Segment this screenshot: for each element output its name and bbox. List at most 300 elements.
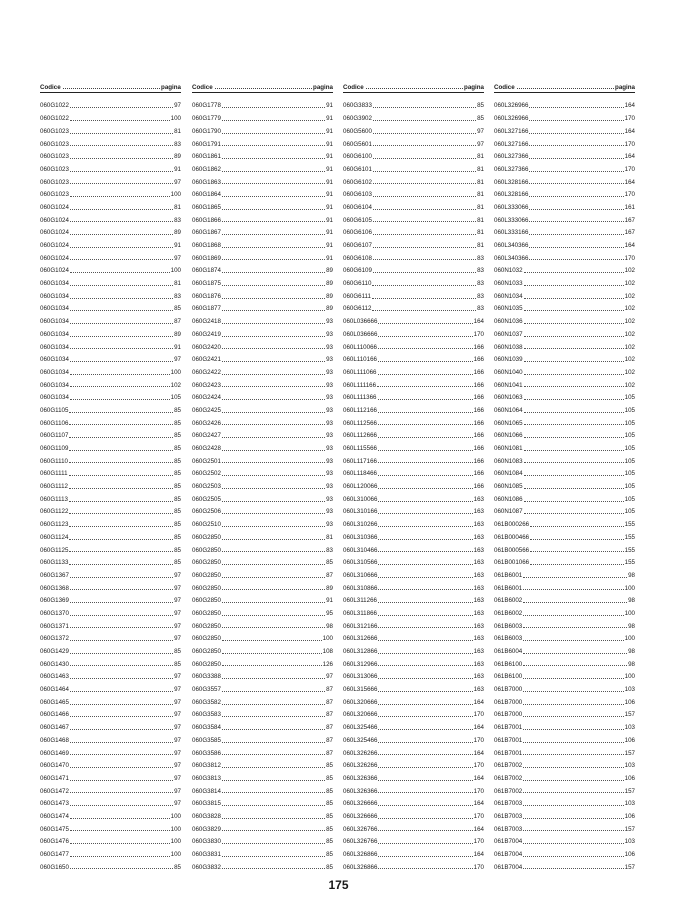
- product-code: 060G1865: [192, 203, 221, 211]
- dot-leader: [378, 462, 473, 463]
- product-code: 060G3829: [192, 825, 221, 833]
- page-reference: 83: [174, 216, 181, 224]
- index-row: [494, 135, 635, 148]
- product-code: 061B000566: [494, 546, 530, 554]
- product-code: 060L340366: [494, 254, 529, 262]
- dot-leader: [70, 348, 173, 349]
- page-reference: 97: [174, 597, 181, 605]
- index-row: [192, 554, 333, 567]
- page-reference: 91: [326, 127, 333, 135]
- page-reference: 83: [477, 267, 484, 275]
- page-reference: 105: [624, 394, 635, 402]
- dot-leader: [524, 450, 624, 451]
- index-row: [192, 744, 333, 757]
- index-row: [343, 681, 484, 694]
- dot-leader: [373, 234, 476, 235]
- index-row: [494, 719, 635, 732]
- page-reference: 89: [326, 280, 333, 288]
- product-code: 060L333166: [494, 229, 529, 237]
- product-code: 060G2850: [192, 533, 221, 541]
- product-code: 060G6105: [343, 216, 372, 224]
- index-row: [192, 782, 333, 795]
- index-row: [343, 173, 484, 186]
- product-code: 060L310366: [343, 533, 378, 541]
- product-code: 060L320666: [343, 711, 378, 719]
- index-row: [40, 478, 181, 491]
- product-code: 060G2850: [192, 648, 221, 656]
- dot-leader: [524, 323, 624, 324]
- product-code: 060G3831: [192, 851, 221, 859]
- page-reference: 105: [624, 483, 635, 491]
- page-reference: 170: [624, 115, 635, 123]
- index-row: [192, 300, 333, 313]
- dot-leader: [69, 475, 174, 476]
- page-reference: 100: [170, 812, 181, 820]
- product-code: 060G1023: [40, 165, 69, 173]
- product-code: 060L311266: [343, 597, 377, 605]
- product-code: 060L112666: [343, 432, 377, 440]
- product-code: 061B6003: [494, 635, 523, 643]
- dot-leader: [70, 640, 173, 641]
- product-code: 060G3813: [192, 774, 221, 782]
- dot-leader: [222, 767, 325, 768]
- dot-leader: [378, 818, 472, 819]
- index-row: [40, 744, 181, 757]
- index-row: [40, 605, 181, 618]
- page-reference: 170: [473, 863, 484, 871]
- page-reference: 164: [473, 698, 484, 706]
- dot-leader: [70, 107, 173, 108]
- page-reference: 89: [174, 153, 181, 161]
- index-row: [192, 668, 333, 681]
- index-row: [192, 338, 333, 351]
- page-reference: 85: [477, 102, 484, 110]
- page-reference: 103: [624, 762, 635, 770]
- product-code: 060G2501: [192, 457, 221, 465]
- dot-leader: [70, 665, 173, 666]
- dot-leader: [529, 209, 623, 210]
- page-reference: 87: [326, 724, 333, 732]
- index-row: [343, 643, 484, 656]
- page-reference: 91: [326, 597, 333, 605]
- dot-leader: [524, 412, 624, 413]
- page-reference: 81: [174, 203, 181, 211]
- product-code: 060G5600: [343, 127, 372, 135]
- index-row: [40, 706, 181, 719]
- index-row: [494, 465, 635, 478]
- page-reference: 105: [624, 457, 635, 465]
- product-code: 060G2423: [192, 381, 221, 389]
- page-reference: 85: [174, 648, 181, 656]
- index-row: [494, 338, 635, 351]
- index-row: [192, 186, 333, 199]
- index-row: [40, 617, 181, 630]
- index-row: [343, 503, 484, 516]
- product-code: 060G2510: [192, 521, 221, 529]
- page-reference: 102: [170, 381, 181, 389]
- dot-leader: [70, 691, 173, 692]
- index-row: [40, 833, 181, 846]
- page-reference: 166: [473, 368, 484, 376]
- dot-leader: [222, 462, 325, 463]
- dot-leader: [523, 678, 623, 679]
- dot-leader: [378, 348, 473, 349]
- page-number: 175: [328, 878, 349, 892]
- dot-leader: [222, 602, 325, 603]
- index-row: [494, 795, 635, 808]
- index-row: [192, 820, 333, 833]
- product-code: 060L115566: [343, 445, 377, 453]
- header-code-label: Codice: [343, 84, 364, 91]
- page-reference: 157: [624, 711, 635, 719]
- product-code: 060N1033: [494, 280, 523, 288]
- index-row: [40, 160, 181, 173]
- page-reference: 106: [624, 736, 635, 744]
- product-code: 060G3584: [192, 724, 221, 732]
- product-code: 060N1086: [494, 495, 523, 503]
- dot-leader: [523, 577, 627, 578]
- index-row: [40, 592, 181, 605]
- page-reference: 85: [174, 546, 181, 554]
- dot-leader: [222, 361, 325, 362]
- product-code: 060G1034: [40, 356, 69, 364]
- dot-leader: [70, 183, 173, 184]
- product-code: 060G1473: [40, 800, 69, 808]
- product-code: 060L326366: [343, 774, 378, 782]
- page-reference: 155: [624, 559, 635, 567]
- dot-leader: [70, 577, 173, 578]
- dot-leader: [523, 767, 623, 768]
- product-code: 060G2506: [192, 508, 221, 516]
- index-row: [494, 325, 635, 338]
- page-reference: 85: [174, 483, 181, 491]
- page-reference: 89: [326, 584, 333, 592]
- product-code: 060N1084: [494, 470, 523, 478]
- index-row: [192, 211, 333, 224]
- page-reference: 85: [174, 508, 181, 516]
- dot-leader: [222, 856, 325, 857]
- page-reference: 164: [624, 153, 635, 161]
- column-header: [343, 79, 484, 93]
- page-reference: 105: [624, 445, 635, 453]
- page-reference: 164: [624, 127, 635, 135]
- page-reference: 102: [624, 267, 635, 275]
- index-row: [40, 186, 181, 199]
- product-code: 060G1133: [40, 559, 69, 567]
- index-row: [494, 427, 635, 440]
- product-code: 060N1083: [494, 457, 523, 465]
- page-reference: 93: [326, 368, 333, 376]
- dot-leader: [222, 742, 325, 743]
- index-row: [494, 490, 635, 503]
- column-header: [494, 79, 635, 93]
- page-reference: 91: [326, 115, 333, 123]
- page-reference: 98: [628, 571, 635, 579]
- index-row: [343, 122, 484, 135]
- index-row: [192, 503, 333, 516]
- product-code: 060G2850: [192, 571, 221, 579]
- product-code: 061B7001: [494, 749, 523, 757]
- dot-leader: [69, 412, 173, 413]
- page-reference: 100: [624, 673, 635, 681]
- product-code: 060G3583: [192, 711, 221, 719]
- product-code: 060G1778: [192, 102, 221, 110]
- page-reference: 83: [326, 546, 333, 554]
- dot-leader: [70, 742, 173, 743]
- index-row: [494, 503, 635, 516]
- product-code: 060G3833: [343, 102, 372, 110]
- page-reference: 170: [473, 330, 484, 338]
- index-row: [192, 592, 333, 605]
- dot-leader: [69, 564, 173, 565]
- dot-leader: [378, 792, 472, 793]
- dot-leader: [378, 868, 472, 869]
- index-row: [343, 541, 484, 554]
- dot-leader: [373, 272, 476, 273]
- product-code: 060G2421: [192, 356, 221, 364]
- product-code: 061B6004: [494, 648, 523, 656]
- index-row: [343, 440, 484, 453]
- page-reference: 85: [326, 825, 333, 833]
- product-code: 061B6001: [494, 584, 523, 592]
- index-row: [192, 566, 333, 579]
- dot-leader: [523, 843, 623, 844]
- dot-leader: [70, 323, 173, 324]
- product-code: 060G5601: [343, 140, 372, 148]
- product-code: 060L326766: [343, 838, 378, 846]
- index-row: [40, 173, 181, 186]
- page-reference: 164: [473, 825, 484, 833]
- dot-leader: [378, 729, 472, 730]
- index-row: [40, 554, 181, 567]
- page-reference: 91: [326, 153, 333, 161]
- index-row: [40, 516, 181, 529]
- index-row: [343, 820, 484, 833]
- page-reference: 102: [624, 305, 635, 313]
- dot-leader: [222, 234, 325, 235]
- index-row: [343, 376, 484, 389]
- index-row: [192, 693, 333, 706]
- product-code: 060G6112: [343, 305, 372, 313]
- dot-leader: [70, 716, 173, 717]
- page-reference: 85: [174, 470, 181, 478]
- dot-leader: [222, 399, 325, 400]
- header-code-label: Codice: [40, 84, 61, 91]
- index-row: [343, 516, 484, 529]
- dot-leader: [70, 133, 173, 134]
- product-code: 060G1111: [40, 470, 68, 478]
- dot-leader: [222, 577, 325, 578]
- index-row: [494, 630, 635, 643]
- dot-leader: [222, 551, 325, 552]
- dot-leader: [70, 729, 173, 730]
- product-code: 060G6108: [343, 254, 372, 262]
- index-row: [40, 731, 181, 744]
- index-row: [494, 389, 635, 402]
- product-code: 060G3814: [192, 787, 221, 795]
- index-row: [40, 655, 181, 668]
- product-code: 060G1469: [40, 749, 69, 757]
- index-row: [494, 452, 635, 465]
- page-reference: 81: [477, 203, 484, 211]
- page-reference: 85: [174, 406, 181, 414]
- dot-leader: [70, 386, 170, 387]
- index-row: [343, 592, 484, 605]
- page-reference: 164: [624, 178, 635, 186]
- dot-leader: [378, 513, 472, 514]
- page-reference: 85: [326, 851, 333, 859]
- index-row: [343, 351, 484, 364]
- product-code: 060G2420: [192, 343, 221, 351]
- index-row: [192, 440, 333, 453]
- page-reference: 93: [326, 356, 333, 364]
- dot-leader: [222, 830, 325, 831]
- dot-leader: [222, 145, 325, 146]
- dot-leader: [222, 437, 325, 438]
- page-reference: 170: [624, 165, 635, 173]
- index-row: [494, 97, 635, 110]
- product-code: 060G1471: [40, 774, 69, 782]
- page-reference: 170: [473, 736, 484, 744]
- product-code: 060L333066: [494, 216, 529, 224]
- page-reference: 97: [174, 254, 181, 262]
- product-code: 060G1779: [192, 115, 221, 123]
- page-reference: 81: [477, 153, 484, 161]
- product-code: 060G2428: [192, 445, 221, 453]
- page-reference: 97: [174, 800, 181, 808]
- dot-leader: [372, 285, 476, 286]
- dot-leader: [222, 653, 322, 654]
- dot-leader: [378, 589, 472, 590]
- product-code: 060L036666: [343, 318, 378, 326]
- product-code: 060G2850: [192, 559, 221, 567]
- product-code: 060G1034: [40, 292, 69, 300]
- index-row: [494, 668, 635, 681]
- dot-leader: [222, 754, 325, 755]
- dot-leader: [222, 805, 325, 806]
- dot-leader: [222, 221, 325, 222]
- page-reference: 97: [174, 635, 181, 643]
- product-code: 060G1369: [40, 597, 69, 605]
- index-row: [494, 402, 635, 415]
- product-code: 060N1036: [494, 318, 523, 326]
- dot-leader: [524, 399, 624, 400]
- page-reference: 163: [473, 495, 484, 503]
- page-reference: 97: [174, 736, 181, 744]
- index-row: [40, 630, 181, 643]
- dot-leader: [70, 602, 173, 603]
- dot-leader: [523, 805, 623, 806]
- page-reference: 170: [624, 254, 635, 262]
- page-reference: 97: [477, 140, 484, 148]
- page-reference: 97: [174, 178, 181, 186]
- page-reference: 163: [473, 635, 484, 643]
- dot-leader: [70, 792, 173, 793]
- page-reference: 85: [326, 800, 333, 808]
- page-reference: 85: [174, 559, 181, 567]
- page-reference: 87: [326, 749, 333, 757]
- page-reference: 163: [473, 686, 484, 694]
- index-row: [40, 541, 181, 554]
- page-reference: 93: [326, 318, 333, 326]
- product-code: 060G1022: [40, 115, 69, 123]
- product-code: 060G1024: [40, 267, 69, 275]
- index-row: [192, 148, 333, 161]
- page-reference: 83: [174, 140, 181, 148]
- index-row: [343, 554, 484, 567]
- header-code-label: Codice: [494, 84, 515, 91]
- dot-leader: [70, 627, 173, 628]
- product-code: 061B7002: [494, 774, 523, 782]
- dot-leader: [222, 424, 325, 425]
- page-reference: 97: [174, 762, 181, 770]
- page-reference: 164: [473, 749, 484, 757]
- index-row: [192, 402, 333, 415]
- index-row: [192, 249, 333, 262]
- index-row: [192, 414, 333, 427]
- index-row: [494, 313, 635, 326]
- index-row: [192, 122, 333, 135]
- index-row: [494, 655, 635, 668]
- dot-leader: [222, 298, 325, 299]
- page-reference: 97: [477, 127, 484, 135]
- index-column: [494, 79, 635, 871]
- page-reference: 102: [624, 280, 635, 288]
- dot-leader: [222, 475, 325, 476]
- page-reference: 89: [326, 267, 333, 275]
- page-reference: 166: [473, 457, 484, 465]
- header-page-label: pagina: [161, 84, 181, 91]
- dot-leader: [373, 158, 476, 159]
- page-reference: 163: [473, 660, 484, 668]
- page-reference: 106: [624, 698, 635, 706]
- product-code: 060G1862: [192, 165, 221, 173]
- page-reference: 93: [326, 508, 333, 516]
- product-code: 060G6106: [343, 229, 372, 237]
- index-row: [343, 160, 484, 173]
- index-row: [343, 769, 484, 782]
- page-reference: 85: [174, 445, 181, 453]
- dot-leader: [529, 107, 623, 108]
- dot-leader: [529, 183, 623, 184]
- dot-leader: [378, 564, 472, 565]
- page-reference: 87: [174, 318, 181, 326]
- index-column: [192, 79, 333, 871]
- dot-leader: [70, 868, 173, 869]
- product-code: 060L326266: [343, 762, 378, 770]
- dot-leader: [366, 88, 463, 89]
- dot-leader: [222, 386, 325, 387]
- product-code: 060G1125: [40, 546, 69, 554]
- index-row: [494, 757, 635, 770]
- product-code: 061B7003: [494, 825, 523, 833]
- dot-leader: [70, 678, 173, 679]
- index-row: [343, 237, 484, 250]
- dot-leader: [69, 424, 173, 425]
- dot-leader: [373, 209, 476, 210]
- dot-leader: [523, 868, 623, 869]
- page-reference: 164: [624, 242, 635, 250]
- product-code: 060L112566: [343, 419, 377, 427]
- index-row: [343, 731, 484, 744]
- page-reference: 85: [174, 457, 181, 465]
- product-code: 060G1109: [40, 445, 69, 453]
- product-code: 060L326266: [343, 749, 378, 757]
- index-row: [192, 351, 333, 364]
- product-code: 060G1371: [40, 622, 69, 630]
- product-code: 060G1869: [192, 254, 221, 262]
- product-code: 060N1065: [494, 419, 523, 427]
